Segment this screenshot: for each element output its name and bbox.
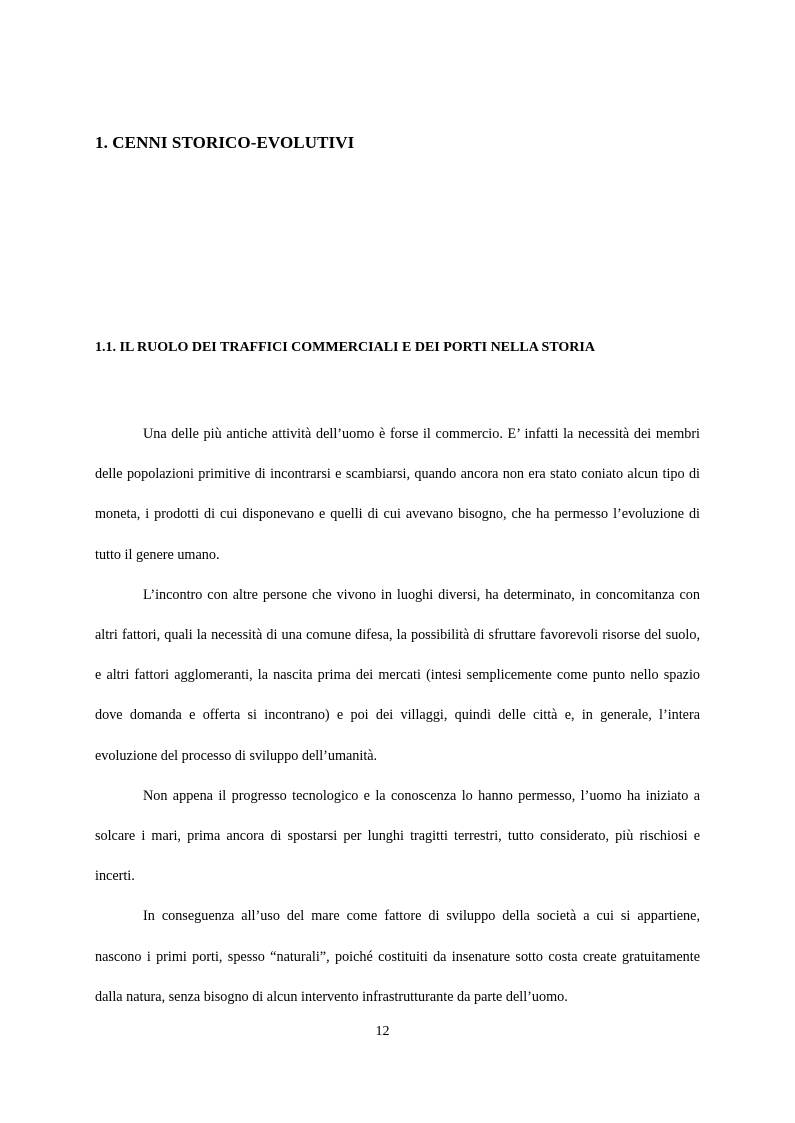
section-title: 1.1. IL RUOLO DEI TRAFFICI COMMERCIALI E DEI PORTI NELLA STORIA bbox=[95, 340, 595, 355]
paragraph: Una delle più antiche attività dell’uomo è forse il commercio. E’ infatti la necessità dei membri delle popolazioni primitive di incontrarsi e scambiarsi, quando ancora non era stato coniato alcun tipo di moneta, i prodotti di cui disponevano e quelli di cui avevano bisogno, che ha permesso l’evoluzione di tutto il genere umano. bbox=[95, 426, 700, 563]
paragraph: In conseguenza all’uso del mare come fattore di sviluppo della società a cui si appartiene, nascono i primi porti, spesso “naturali”, poiché costituiti da insenature sotto costa create gratuitamente dalla natura, senza bisogno di alcun intervento infrastrutturante da parte dell’uomo. bbox=[95, 908, 700, 1005]
paragraph: Non appena il progresso tecnologico e la conoscenza lo hanno permesso, l’uomo ha iniziato a solcare i mari, prima ancora di spostarsi per lunghi tragitti terrestri, tutto considerato, più rischiosi e incerti. bbox=[95, 787, 700, 885]
paragraph: L’incontro con altre persone che vivono in luoghi diversi, ha determinato, in concomitanza con altri fattori, quali la necessità di una comune difesa, la possibilità di sfruttare favorevoli risorse del suolo, e altri fattori agglomeranti, la nascita prima dei mercati (intesi semplicemente come punto nello spazio dove domanda e offerta si incontrano) e poi dei villaggi, quindi delle città e, in generale, l’intera evoluzione del processo di sviluppo dell’umanità. bbox=[95, 586, 700, 764]
body-text bbox=[95, 414, 700, 1017]
chapter-title: 1. CENNI STORICO-EVOLUTIVI bbox=[95, 133, 355, 152]
page-number: 12 bbox=[375, 1024, 390, 1039]
